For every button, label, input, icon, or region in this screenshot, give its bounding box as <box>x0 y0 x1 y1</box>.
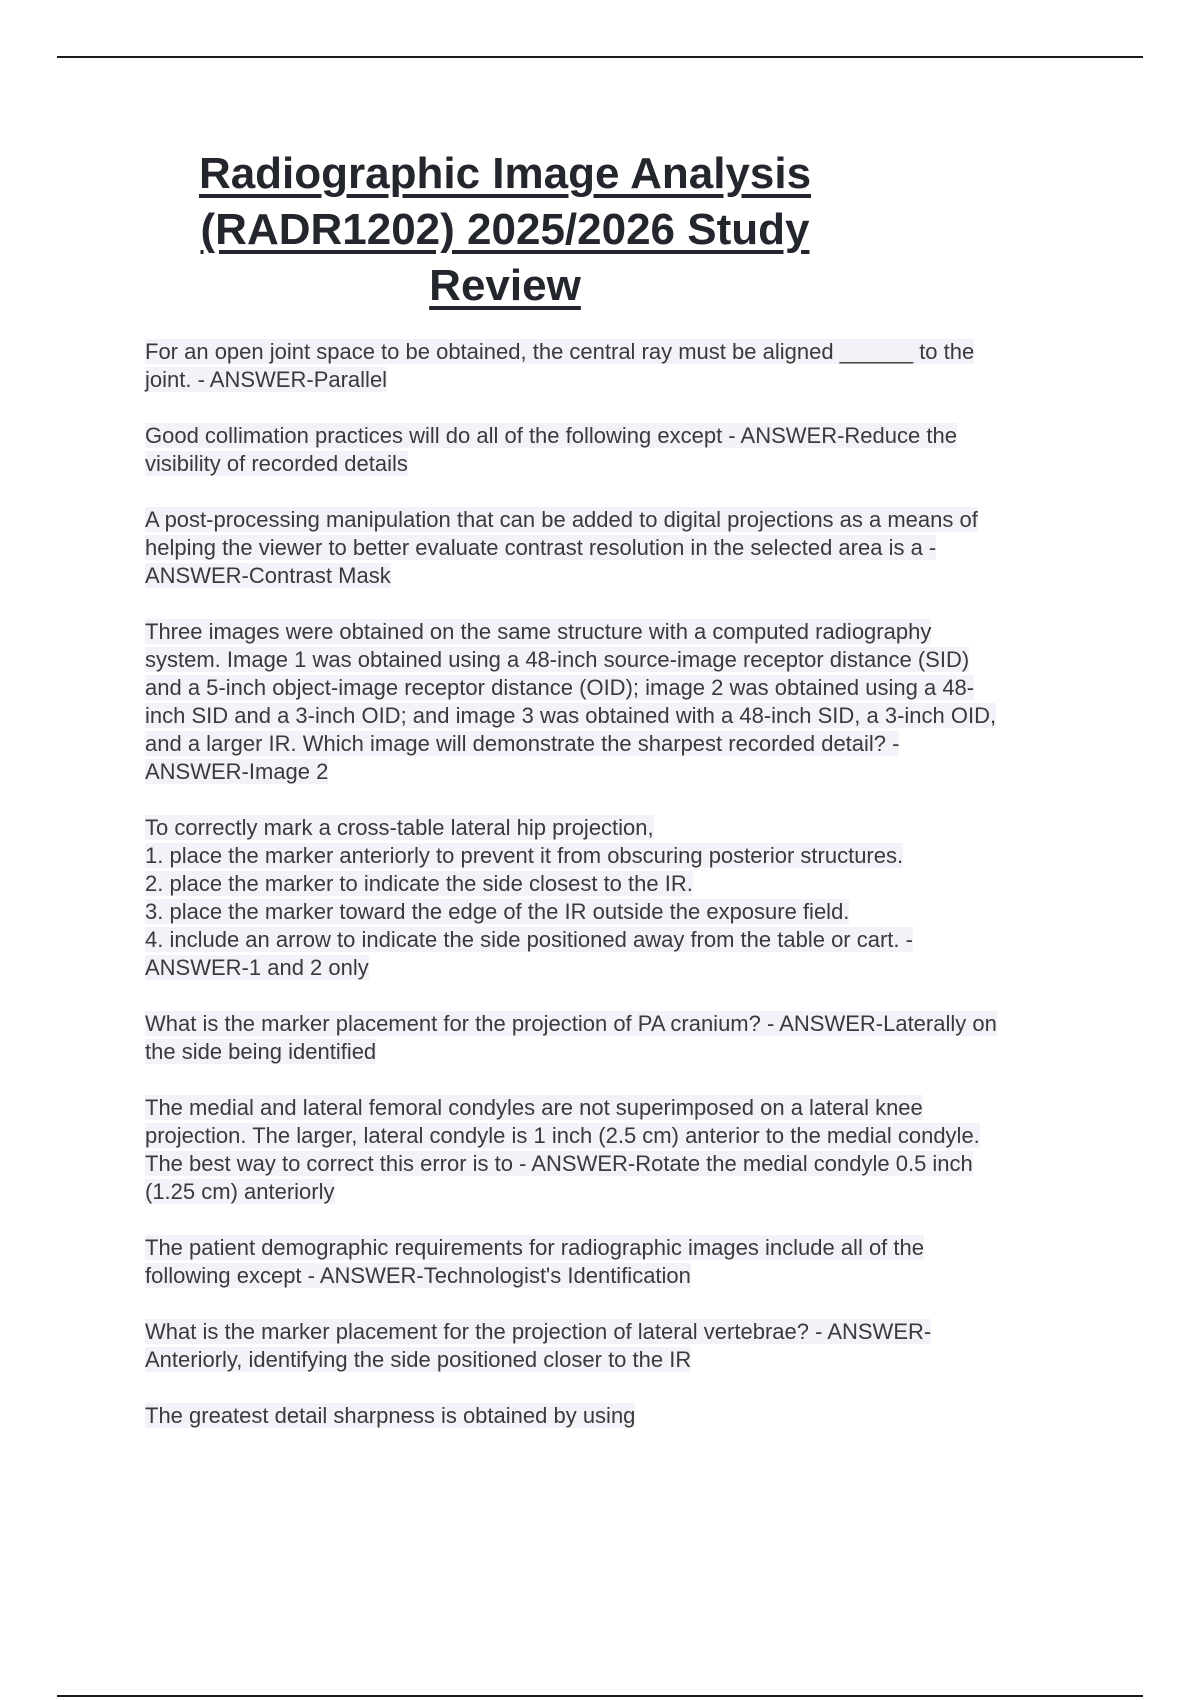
qa-line: ANSWER-1 and 2 only <box>145 955 369 980</box>
qa-line: What is the marker placement for the projection of PA cranium? - ANSWER-Laterally on <box>145 1011 997 1036</box>
qa-item <box>145 422 1100 478</box>
qa-line: and a 5-inch object-image receptor distance (OID); image 2 was obtained using a 48- <box>145 675 975 700</box>
qa-item <box>145 338 1100 394</box>
qa-line: The best way to correct this error is to - ANSWER-Rotate the medial condyle 0.5 inch <box>145 1151 973 1176</box>
qa-line: ANSWER-Image 2 <box>145 759 329 784</box>
title-line: Review <box>429 261 581 310</box>
bottom-rule <box>57 1695 1143 1697</box>
top-rule <box>57 56 1143 58</box>
document-title <box>160 146 850 314</box>
qa-list <box>145 338 1100 1458</box>
qa-line: For an open joint space to be obtained, the central ray must be aligned ______ to the <box>145 339 975 364</box>
title-line: Radiographic Image Analysis <box>198 149 812 198</box>
qa-line: following except - ANSWER-Technologist's Identification <box>145 1263 691 1288</box>
qa-line: inch SID and a 3-inch OID; and image 3 was obtained with a 48-inch SID, a 3-inch OID, <box>145 703 997 728</box>
qa-line: 2. place the marker to indicate the side closest to the IR. <box>145 871 693 896</box>
qa-line: 4. include an arrow to indicate the side positioned away from the table or cart. - <box>145 927 913 952</box>
qa-line: What is the marker placement for the projection of lateral vertebrae? - ANSWER- <box>145 1319 932 1344</box>
qa-item <box>145 1094 1100 1206</box>
qa-line: visibility of recorded details <box>145 451 408 476</box>
qa-line: The greatest detail sharpness is obtained by using <box>145 1403 636 1428</box>
qa-line: helping the viewer to better evaluate contrast resolution in the selected area is a - <box>145 535 937 560</box>
qa-line: 1. place the marker anteriorly to prevent it from obscuring posterior structures. <box>145 843 904 868</box>
qa-item <box>145 1010 1100 1066</box>
qa-line: To correctly mark a cross-table lateral hip projection, <box>145 815 654 840</box>
qa-line: The patient demographic requirements for radiographic images include all of the <box>145 1235 924 1260</box>
qa-item <box>145 506 1100 590</box>
qa-line: the side being identified <box>145 1039 377 1064</box>
qa-line: Anteriorly, identifying the side positioned closer to the IR <box>145 1347 692 1372</box>
qa-line: A post-processing manipulation that can be added to digital projections as a means of <box>145 507 978 532</box>
qa-item <box>145 1318 1100 1374</box>
qa-item <box>145 1402 1100 1430</box>
qa-line: ANSWER-Contrast Mask <box>145 563 391 588</box>
qa-item <box>145 618 1100 786</box>
qa-line: Three images were obtained on the same structure with a computed radiography <box>145 619 932 644</box>
qa-line: (1.25 cm) anteriorly <box>145 1179 335 1204</box>
qa-line: system. Image 1 was obtained using a 48-inch source-image receptor distance (SID) <box>145 647 970 672</box>
qa-line: projection. The larger, lateral condyle is 1 inch (2.5 cm) anterior to the medial condyle. <box>145 1123 980 1148</box>
qa-line: joint. - ANSWER-Parallel <box>145 367 388 392</box>
qa-line: 3. place the marker toward the edge of the IR outside the exposure field. <box>145 899 850 924</box>
qa-line: and a larger IR. Which image will demonstrate the sharpest recorded detail? - <box>145 731 900 756</box>
qa-line: Good collimation practices will do all of the following except - ANSWER-Reduce the <box>145 423 957 448</box>
qa-item <box>145 1234 1100 1290</box>
qa-line: The medial and lateral femoral condyles are not superimposed on a lateral knee <box>145 1095 923 1120</box>
qa-item <box>145 814 1100 982</box>
title-line: (RADR1202) 2025/2026 Study <box>200 205 810 254</box>
